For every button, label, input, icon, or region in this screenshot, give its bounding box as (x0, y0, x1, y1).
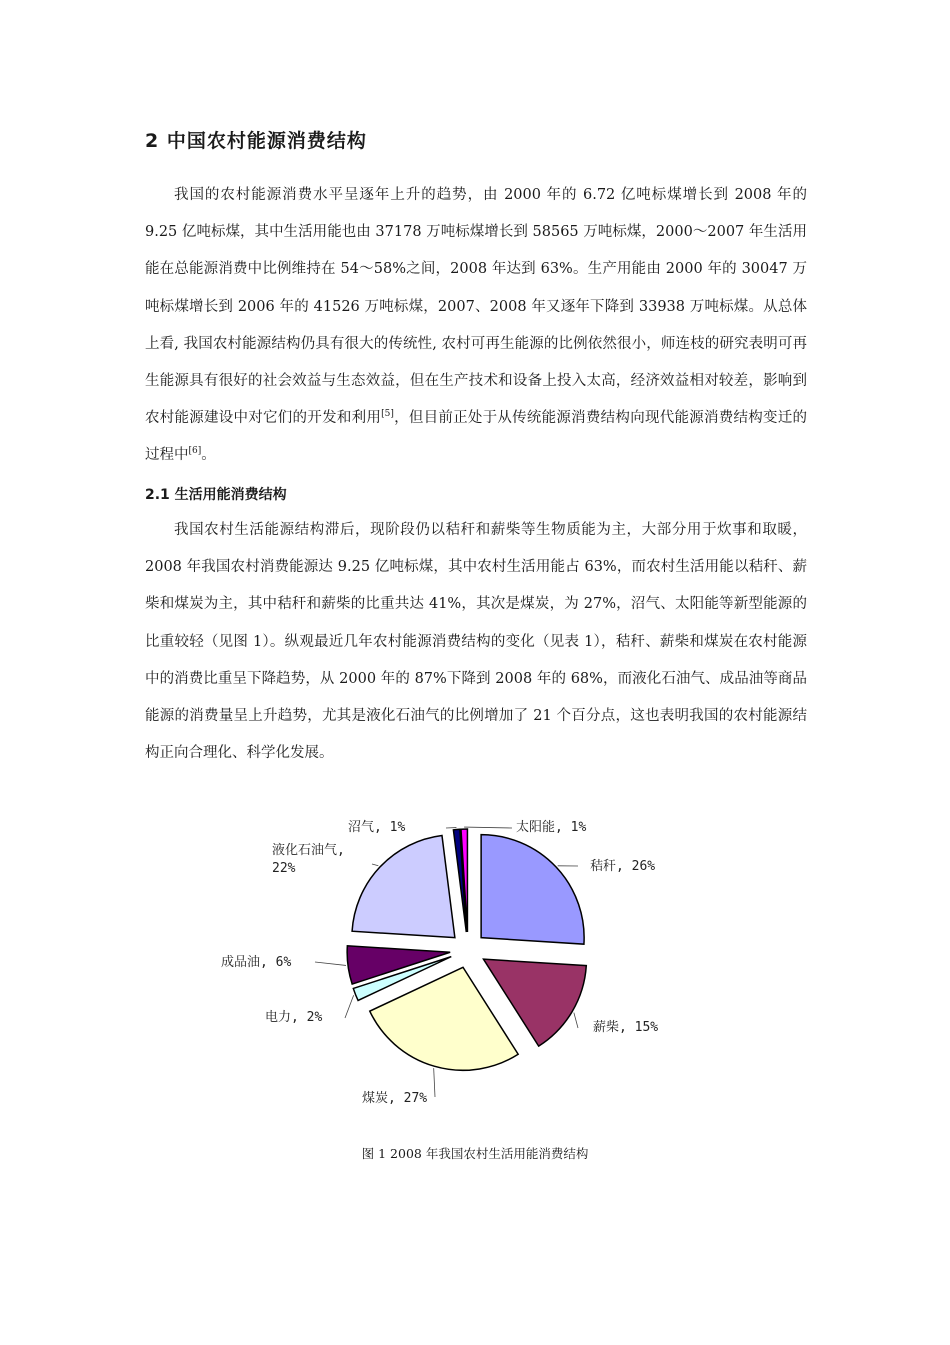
data-label-lpg: 液化石油气, (272, 843, 345, 858)
pie-slice-solar (461, 829, 467, 932)
reference-6[interactable]: [6] (188, 446, 202, 457)
data-label-lpg-value: 22% (272, 861, 296, 876)
pie-slice-refined-oil (347, 946, 450, 984)
data-label-solar: 太阳能, 1% (516, 820, 587, 835)
reference-5[interactable]: [5] (381, 409, 394, 420)
section-title: 2 中国农村能源消费结构 (145, 130, 367, 152)
figure-caption: 图 1 2008 年我国农村生活用能消费结构 (361, 1146, 589, 1161)
leader-line-coal (434, 1068, 435, 1097)
pie-slice-biogas (453, 829, 466, 932)
pie-slice-electricity (353, 957, 451, 1001)
data-label-refined-oil: 成品油, 6% (221, 955, 292, 970)
data-label-straw: 秸秆, 26% (590, 859, 656, 874)
pie-slice-lpg (352, 835, 455, 937)
paragraph-text: 我国的农村能源消费水平呈逐年上升的趋势，由 2000 年的 6.72 亿吨标煤增长到 2008 年的 9.25 亿吨标煤，其中生活用能也由 37178 万吨标煤增长到 58565 万吨标煤，2000～2007 年生活用能在总能源消费中比例维持在 54～58%之间，2008 年达到 63%。生产用能由 2000 年的 30047 万吨标煤增长到 2006 年的 41526 万吨标煤，2007、2008 年又逐年下降到 33938 万吨标煤。从总体上看, 我国农村能源结构仍具有很大的传统性, 农村可再生能源的比例依然很小，师连枝的研究表明可再生能源具有很好的社会效益与生态效益，但在生产技术和设备上投入太高，经济效益相对较差，影响到农村能源建设中对它们的开发和利用 (145, 187, 807, 427)
paragraph-text: ，但目前正处于从传统能源消费结构向现代能源消费结构变迁的过程中 (145, 410, 808, 464)
pie-slice-straw (481, 835, 584, 944)
leader-line-electricity (345, 995, 354, 1018)
paragraph-text: 。 (201, 447, 216, 464)
leader-line-firewood (574, 1013, 578, 1028)
data-label-electricity: 电力, 2% (265, 1010, 323, 1025)
leader-line-solar (464, 827, 512, 828)
subsection-title: 2.1 生活用能消费结构 (145, 487, 287, 503)
leader-line-refined-oil (315, 962, 346, 965)
pie-slice-firewood (483, 959, 586, 1046)
paragraph-energy-trend (145, 177, 807, 475)
data-label-coal: 煤炭, 27% (362, 1091, 428, 1106)
paragraph-household-energy: 我国农村生活能源结构滞后，现阶段仍以秸秆和薪柴等生物质能为主，大部分用于炊事和取暖，2008 年我国农村消费能源达 9.25 亿吨标煤，其中农村生活用能占 63%，而农村生活用能以秸秆、薪柴和煤炭为主，其中秸秆和薪柴的比重共达 41%，其次是煤炭，为 27%，沼气、太阳能等新型能源的比重较轻（见图 1）。纵观最近几年农村能源消费结构的变化（见表 1），秸秆、薪柴和煤炭在农村能源中的消费比重呈下降趋势，从 2000 年的 87%下降到 2008 年的 68%，而液化石油气、成品油等商品能源的消费量呈上升趋势，尤其是液化石油气的比例增加了 21 个百分点，这也表明我国的农村能源结构正向合理化、科学化发展。 (145, 522, 807, 762)
data-label-firewood: 薪柴, 15% (593, 1020, 659, 1035)
pie-slice-coal (370, 967, 518, 1070)
leader-line-lpg (372, 864, 378, 866)
data-label-biogas: 沼气, 1% (348, 820, 406, 835)
